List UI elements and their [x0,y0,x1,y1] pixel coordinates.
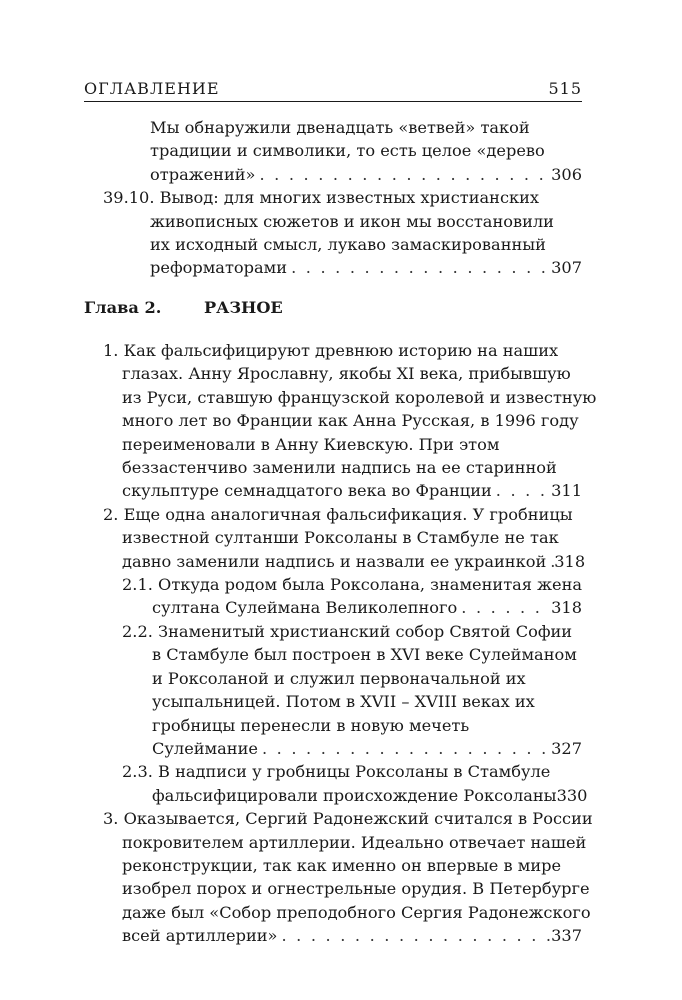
page-number: 515 [548,79,582,98]
toc-leader-line [150,163,582,186]
toc-page-ref: 306 [551,164,582,184]
toc-page-ref: 327 [551,738,582,758]
toc-entry-3 [103,807,593,830]
toc-entry-number: 2.3. [122,762,153,782]
toc-line: султана Сулеймана Великолепного [152,598,458,618]
toc-line: их исходный смысл, лукаво замаскированный [150,235,546,255]
toc-entry-number: 3. [103,809,119,829]
toc-entry-2-2 [122,620,582,643]
toc-line: живописных сюжетов и икон мы восстановили [150,211,554,231]
toc-page-ref: 311 [551,481,582,501]
leader-dots [258,737,551,760]
toc-line: отражений» [150,164,256,184]
toc-line: глазах. Анну Ярославну, якобы XI века, прибывшую [122,364,571,384]
toc-leader-line [122,924,582,947]
leader-dots [255,163,551,186]
toc-entry-number: 39.10. [103,188,155,208]
toc-line: Знаменитый христианский собор Святой Софии [158,621,573,641]
toc-leader-line [122,479,582,502]
toc-content [0,116,682,280]
toc-line: покровителем артиллерии. Идеально отвечает нашей [122,832,587,852]
toc-page-ref: 330 [556,785,588,805]
chapter-title: РАЗНОЕ [204,298,283,317]
toc-entry-2-3-cont [152,784,588,807]
toc-line: в Стамбуле был построен в XVI веке Сулейманом [152,645,577,665]
toc-line: Как фальсифицируют древнюю историю на наших [123,341,559,360]
toc-line: гробницы перенесли в новую мечеть [152,715,470,735]
toc-page-ref: 318 [551,598,582,618]
toc-line: Сулеймание [152,738,258,758]
toc-entry-2-3 [122,760,582,783]
toc-entry-1-cont [122,362,597,502]
toc-line: и Роксоланой и служил первоначальной их [152,668,526,688]
toc-entry-continuation [150,116,582,186]
toc-entry-number: 2.2. [122,621,153,641]
toc-line: В надписи у гробницы Роксоланы в Стамбуле [158,762,551,782]
chapter-heading [84,298,283,317]
leader-dots [277,924,551,947]
toc-entry-2-cont [122,526,586,573]
toc-line: Еще одна аналогичная фальсификация. У гробницы [123,504,573,524]
toc-leader-line [122,550,586,573]
toc-line: скульптуре семнадцатого века во Франции [122,481,492,501]
toc-entry-39-10 [103,186,582,209]
toc-line: реконструкции, так как именно он впервые в мире [122,855,562,875]
leader-dots [457,596,551,619]
toc-leader-line [152,737,582,760]
toc-line: много лет во Франции как Анна Русская, в 1996 году [122,411,579,431]
toc-entry-2-1-cont [152,596,582,619]
toc-line: Мы обнаружили двенадцать «ветвей» такой [150,118,530,137]
header-rule [84,101,582,102]
toc-entry-1 [103,339,582,362]
chapter-label: Глава 2. [84,298,162,317]
toc-line: Оказывается, Сергий Радонежский считался в России [123,809,593,829]
toc-line: всей артиллерии» [122,926,278,946]
toc-line: традиции и символики, то есть целое «дерево [150,141,545,161]
toc-chapter-items [0,339,682,948]
toc-line: известной султанши Роксоланы в Стамбуле не так [122,528,559,548]
toc-line: беззастенчиво заменили надпись на ее старинной [122,458,557,478]
leader-dots [492,479,551,502]
toc-page-ref: 337 [551,926,582,946]
toc-line: переименовали в Анну Киевскую. При этом [122,434,500,454]
toc-line: усыпальницей. Потом в XVII – XVIII веках их [152,692,535,712]
toc-entry-number: 2. [103,504,119,524]
toc-leader-line [150,256,582,279]
toc-line: Вывод: для многих известных христианских [159,188,540,208]
toc-leader-line [152,596,582,619]
leader-dots [546,550,554,573]
section-title: ОГЛАВЛЕНИЕ [84,79,220,98]
toc-line: реформаторами [150,258,288,278]
toc-entry-39-10-cont [150,210,582,280]
toc-line: из Руси, ставшую французской королевой и известную [122,387,597,407]
toc-leader-line [152,784,588,807]
running-head [84,79,582,98]
toc-page-ref: 318 [554,551,586,571]
toc-line: давно заменили надпись и назвали ее украинкой [122,551,547,571]
toc-line: изобрел порох и огнестрельные орудия. В Петербурге [122,879,590,899]
toc-entry-2-1 [122,573,582,596]
toc-entry-number: 1. [103,341,119,360]
toc-line: фальсифицировали происхождение Роксоланы [152,785,557,805]
toc-page-ref: 307 [551,258,582,278]
toc-entry-number: 2.1. [122,575,153,595]
toc-entry-2-2-cont [152,643,582,760]
toc-line: Откуда родом была Роксолана, знаменитая жена [158,575,583,595]
toc-line: даже был «Собор преподобного Сергия Радонежского [122,902,591,922]
leader-dots [287,256,551,279]
toc-entry-2 [103,503,582,526]
toc-entry-3-cont [122,831,591,948]
